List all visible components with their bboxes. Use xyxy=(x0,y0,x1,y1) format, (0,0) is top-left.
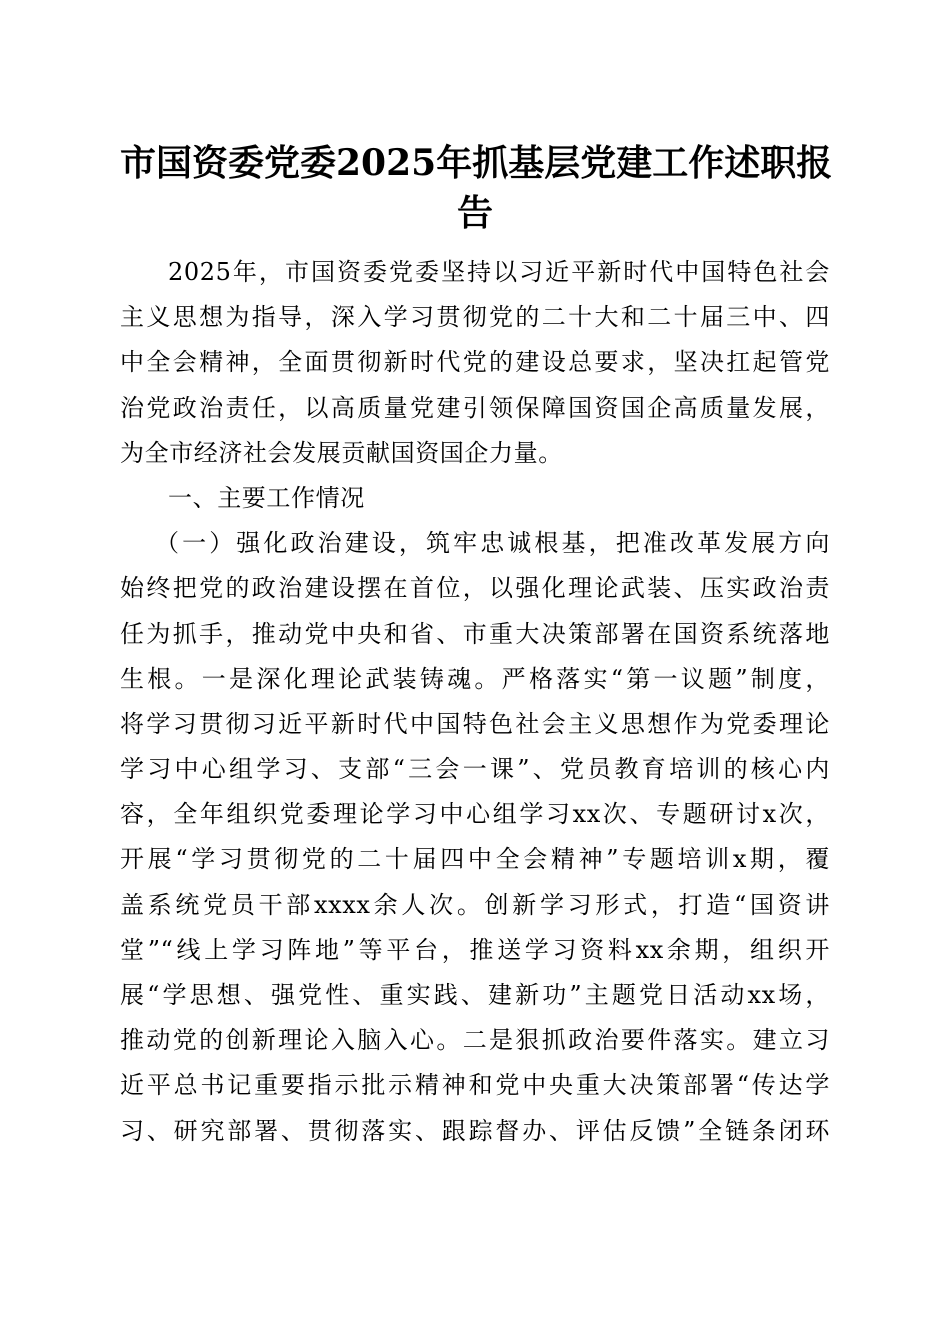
paragraph-line: 任为抓手，推动党中央和省、市重大决策部署在国资系统落地 xyxy=(120,619,830,648)
paragraph-line: 将学习贯彻习近平新时代中国特色社会主义思想作为党委理论 xyxy=(120,709,830,738)
paragraph-line: 为全市经济社会发展贡献国资国企力量。 xyxy=(120,438,563,467)
document-body xyxy=(120,250,830,1154)
paragraph-line: 盖系统党员干部xxxx余人次。创新学习形式，打造“国资讲 xyxy=(120,890,830,919)
paragraph-line: 开展“学习贯彻党的二十届四中全会精神”专题培训x期，覆 xyxy=(120,845,830,874)
paragraph-line: 主义思想为指导，深入学习贯彻党的二十大和二十届三中、四 xyxy=(120,303,830,332)
paragraph-line: 近平总书记重要指示批示精神和党中央重大决策部署“传达学 xyxy=(120,1071,830,1100)
paragraph-line: 始终把党的政治建设摆在首位，以强化理论武装、压实政治责 xyxy=(120,574,830,603)
paragraph-line: 学习中心组学习、支部“三会一课”、党员教育培训的核心内 xyxy=(120,755,830,784)
paragraph-line: 2025年，市国资委党委坚持以习近平新时代中国特色社会 xyxy=(168,258,830,286)
paragraph-line: 中全会精神，全面贯彻新时代党的建设总要求，坚决扛起管党 xyxy=(120,348,830,377)
section-heading: 一、主要工作情况 xyxy=(168,483,365,512)
document-title xyxy=(120,138,833,238)
paragraph-line: 堂”“线上学习阵地”等平台，推送学习资料xx余期，组织开 xyxy=(120,935,830,964)
paragraph-line: 治党政治责任，以高质量党建引领保障国资国企高质量发展， xyxy=(120,393,830,422)
paragraph-line: 生根。一是深化理论武装铸魂。严格落实“第一议题”制度， xyxy=(120,664,830,693)
paragraph-line: 推动党的创新理论入脑入心。二是狠抓政治要件落实。建立习 xyxy=(120,1026,830,1055)
paragraph-line: 习、研究部署、贯彻落实、跟踪督办、评估反馈”全链条闭环 xyxy=(120,1116,830,1145)
title-line-1: 市国资委党委2025年抓基层党建工作述职报 xyxy=(120,142,833,184)
subsection-heading: （一）强化政治建设，筑牢忠诚根基，把准改革发展方向 xyxy=(155,529,830,558)
paragraph-line: 容，全年组织党委理论学习中心组学习xx次、专题研讨x次， xyxy=(120,800,830,829)
title-line-2: 告 xyxy=(456,192,493,234)
paragraph-line: 展“学思想、强党性、重实践、建新功”主题党日活动xx场， xyxy=(120,981,830,1009)
